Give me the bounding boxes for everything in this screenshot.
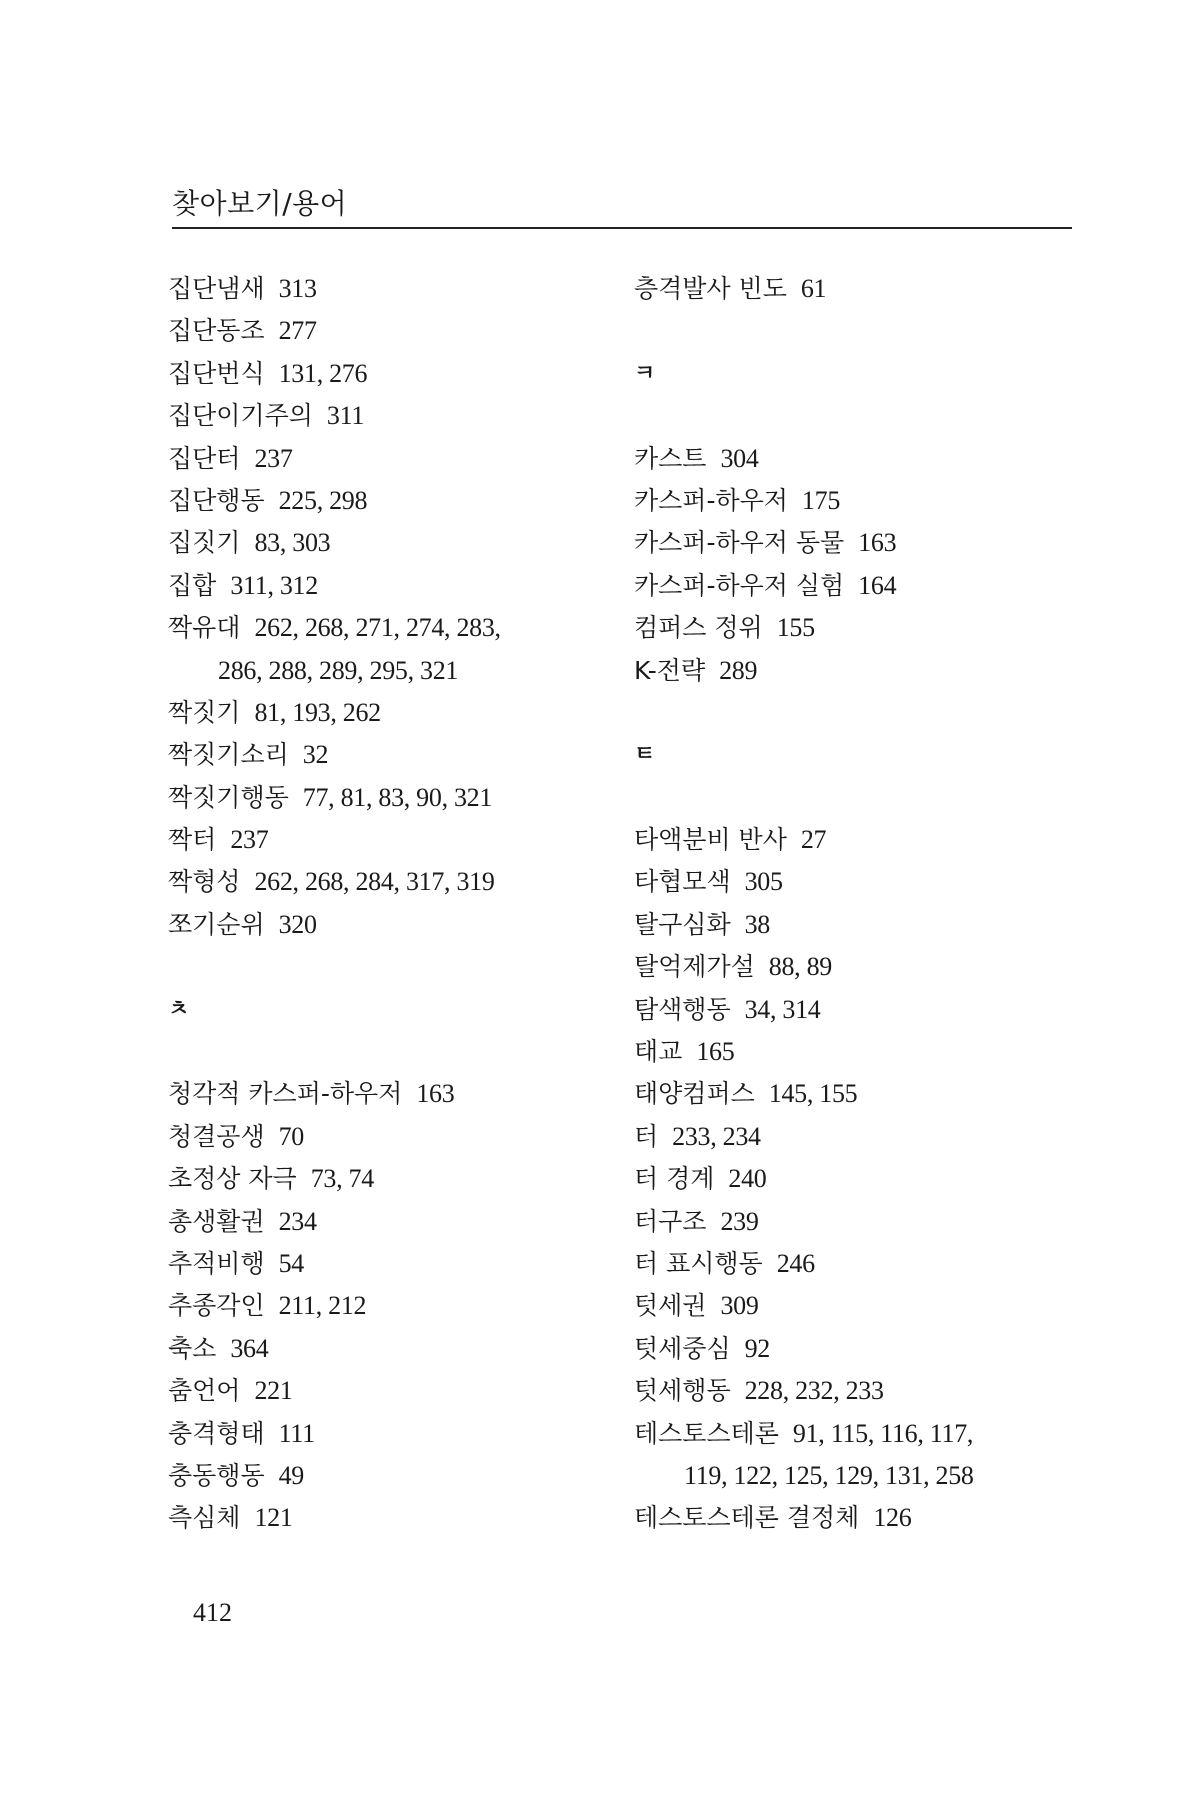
entry-pages: 165 [696,1037,735,1067]
entry-pages: 289 [719,655,758,685]
entry-pages: 311 [326,401,365,431]
index-entry [168,268,608,310]
entry-pages: 91, 115, 116, 117, [792,1418,974,1448]
header-divider [172,227,1072,229]
index-entry [634,861,1094,903]
entry-pages: 239 [720,1206,759,1236]
entry-pages: 54 [278,1248,305,1278]
index-entry [634,1031,1094,1073]
entry-pages: 49 [278,1460,305,1490]
entry-pages: 92 [744,1333,771,1363]
index-entry [634,1370,1094,1412]
index-entry [168,353,608,395]
entry-pages: 320 [278,909,317,939]
index-entry [634,522,1094,564]
entry-pages: 233, 234 [672,1121,761,1151]
entry-term: 태교 [634,1037,683,1067]
index-entry [634,1158,1094,1200]
index-entry [634,1413,1094,1455]
index-entry [634,904,1094,946]
entry-pages: 262, 268, 284, 317, 319 [254,867,495,897]
entry-term: 카스트 [634,443,707,473]
entry-term: 층격발사 빈도 [634,274,787,303]
entry-pages: 262, 268, 271, 274, 283, [254,613,501,643]
page-number: 412 [193,1598,232,1627]
entry-term: 춤언어 [168,1376,241,1406]
index-entry [634,480,1094,522]
index-entry [634,1243,1094,1285]
entry-pages: 237 [254,443,293,473]
entry-term: 타액분비 반사 [634,825,787,855]
entry-term: 탈구심화 [634,909,731,939]
entry-pages: 83, 303 [254,528,331,558]
index-entry [168,395,608,437]
entry-pages: 131, 276 [278,358,368,388]
index-entry [168,734,608,776]
entry-pages: 32 [302,740,329,770]
index-entry [168,777,608,819]
entry-term: 텃세행동 [634,1376,731,1406]
index-entry [634,989,1094,1031]
entry-pages: 70 [278,1121,305,1151]
index-column-right [634,268,1094,1540]
entry-pages: 286, 288, 289, 295, 321 [218,655,459,685]
entry-pages: 234 [278,1206,317,1236]
entry-term: 타협모색 [634,867,731,897]
entry-pages: 27 [800,825,827,855]
entry-term: 측심체 [168,1503,241,1533]
index-entry [168,438,608,480]
index-entry [634,1328,1094,1370]
index-entry [168,1158,608,1200]
entry-term: 카스퍼-하우저 실험 [634,570,845,600]
entry-pages: 305 [744,867,783,897]
entry-term: 터구조 [634,1206,707,1236]
entry-term: 쪼기순위 [168,909,265,939]
section-letter-heading: ㅋ [634,360,656,386]
entry-term: 집단번식 [168,358,265,388]
entry-term: 짝짓기소리 [168,740,289,770]
entry-term: 테스토스테론 [634,1418,779,1448]
entry-pages: 34, 314 [744,994,821,1024]
entry-pages: 81, 193, 262 [254,697,381,727]
index-entry [168,692,608,734]
entry-pages: 240 [728,1164,767,1194]
entry-pages: 121 [254,1503,293,1533]
entry-pages: 221 [254,1376,293,1406]
index-entry [168,1285,608,1327]
entry-pages: 73, 74 [310,1164,374,1194]
entry-term: 집합 [168,570,217,600]
entry-term: 컴퍼스 정위 [634,613,763,643]
index-entry [168,522,608,564]
entry-pages: 211, 212 [278,1291,367,1321]
index-entry [634,819,1094,861]
entry-term: 초정상 자극 [168,1164,297,1194]
entry-term: 집짓기 [168,528,241,558]
blank-line [168,1031,608,1073]
entry-term: 집단이기주의 [168,401,313,431]
index-entry [168,480,608,522]
index-entry-continuation [634,1455,1094,1497]
entry-term: 집단냄새 [168,274,265,303]
entry-pages: 364 [230,1333,269,1363]
entry-pages: 111 [278,1418,315,1448]
entry-pages: 311, 312 [230,570,318,600]
entry-pages: 38 [744,909,771,939]
entry-term: 터 표시행동 [634,1248,763,1278]
index-entry [168,1073,608,1115]
entry-pages: 164 [858,570,897,600]
entry-pages: 237 [230,825,269,855]
index-entry [168,1497,608,1539]
blank-line [634,395,1094,437]
entry-term: 총생활권 [168,1206,265,1236]
entry-term: 탐색행동 [634,994,731,1024]
entry-pages: 225, 298 [278,485,368,515]
entry-term: 청각적 카스퍼-하우저 [168,1079,403,1109]
index-entry [168,819,608,861]
index-entry [634,1073,1094,1115]
entry-term: 카스퍼-하우저 동물 [634,528,845,558]
index-entry [634,1201,1094,1243]
entry-term: 짝터 [168,825,217,855]
entry-pages: 88, 89 [768,952,832,982]
index-entry [168,1201,608,1243]
index-column-left [168,268,608,1540]
entry-term: 짝짓기 [168,697,241,727]
entry-term: 탈억제가설 [634,952,755,982]
entry-pages: 246 [776,1248,815,1278]
index-entry [634,268,1094,310]
entry-term: 축소 [168,1333,217,1363]
entry-term: 태양컴퍼스 [634,1079,755,1109]
index-entry [634,607,1094,649]
entry-term: 충동행동 [168,1460,265,1490]
entry-pages: 163 [858,528,897,558]
index-entry [168,904,608,946]
entry-term: 짝유대 [168,613,241,643]
index-entry [168,1328,608,1370]
entry-pages: 119, 122, 125, 129, 131, 258 [684,1460,974,1490]
entry-pages: 61 [800,274,827,303]
entry-pages: 155 [776,613,815,643]
section-letter-heading: ㅌ [634,742,656,768]
entry-term: 카스퍼-하우저 [634,485,788,515]
entry-term: 텃세권 [634,1291,707,1321]
entry-pages: 126 [873,1503,912,1533]
index-entry [634,565,1094,607]
entry-term: 추적비행 [168,1248,265,1278]
index-entry [168,1243,608,1285]
entry-term: 집단터 [168,443,241,473]
index-entry [168,310,608,352]
index-entry [634,650,1094,692]
blank-line [634,310,1094,352]
entry-term: 집단동조 [168,316,265,346]
blank-line [168,946,608,988]
blank-line [634,777,1094,819]
entry-pages: 309 [720,1291,759,1321]
entry-term: 테스토스테론 결정체 [634,1503,860,1533]
entry-term: 짝형성 [168,867,241,897]
index-entry [168,1116,608,1158]
entry-pages: 228, 232, 233 [744,1376,884,1406]
entry-term: 터 [634,1121,659,1151]
section-letter-heading: ㅊ [168,996,190,1022]
index-entry [168,1455,608,1497]
page-title: 찾아보기/용어 [172,187,348,220]
index-entry [634,438,1094,480]
index-entry [634,1285,1094,1327]
index-entry [168,1370,608,1412]
entry-term: 터 경계 [634,1164,715,1194]
entry-pages: 313 [278,274,317,303]
blank-line [634,692,1094,734]
entry-pages: 145, 155 [768,1079,858,1109]
index-entry [634,1497,1094,1539]
entry-term: 짝짓기행동 [168,782,289,812]
entry-term: 집단행동 [168,485,265,515]
entry-pages: 77, 81, 83, 90, 321 [302,782,493,812]
entry-term: 추종각인 [168,1291,265,1321]
index-entry [634,1116,1094,1158]
entry-term: 청결공생 [168,1121,265,1151]
entry-pages: 163 [416,1079,455,1109]
index-entry [168,861,608,903]
entry-pages: 277 [278,316,317,346]
index-entry [168,607,608,649]
index-entry [168,1413,608,1455]
entry-pages: 175 [801,485,841,515]
entry-pages: 304 [720,443,759,473]
entry-term: 충격형태 [168,1418,265,1448]
index-entry [634,946,1094,988]
entry-term: K-전략 [634,655,706,685]
index-entry-continuation [168,650,608,692]
entry-term: 텃세중심 [634,1333,731,1363]
index-entry [168,565,608,607]
